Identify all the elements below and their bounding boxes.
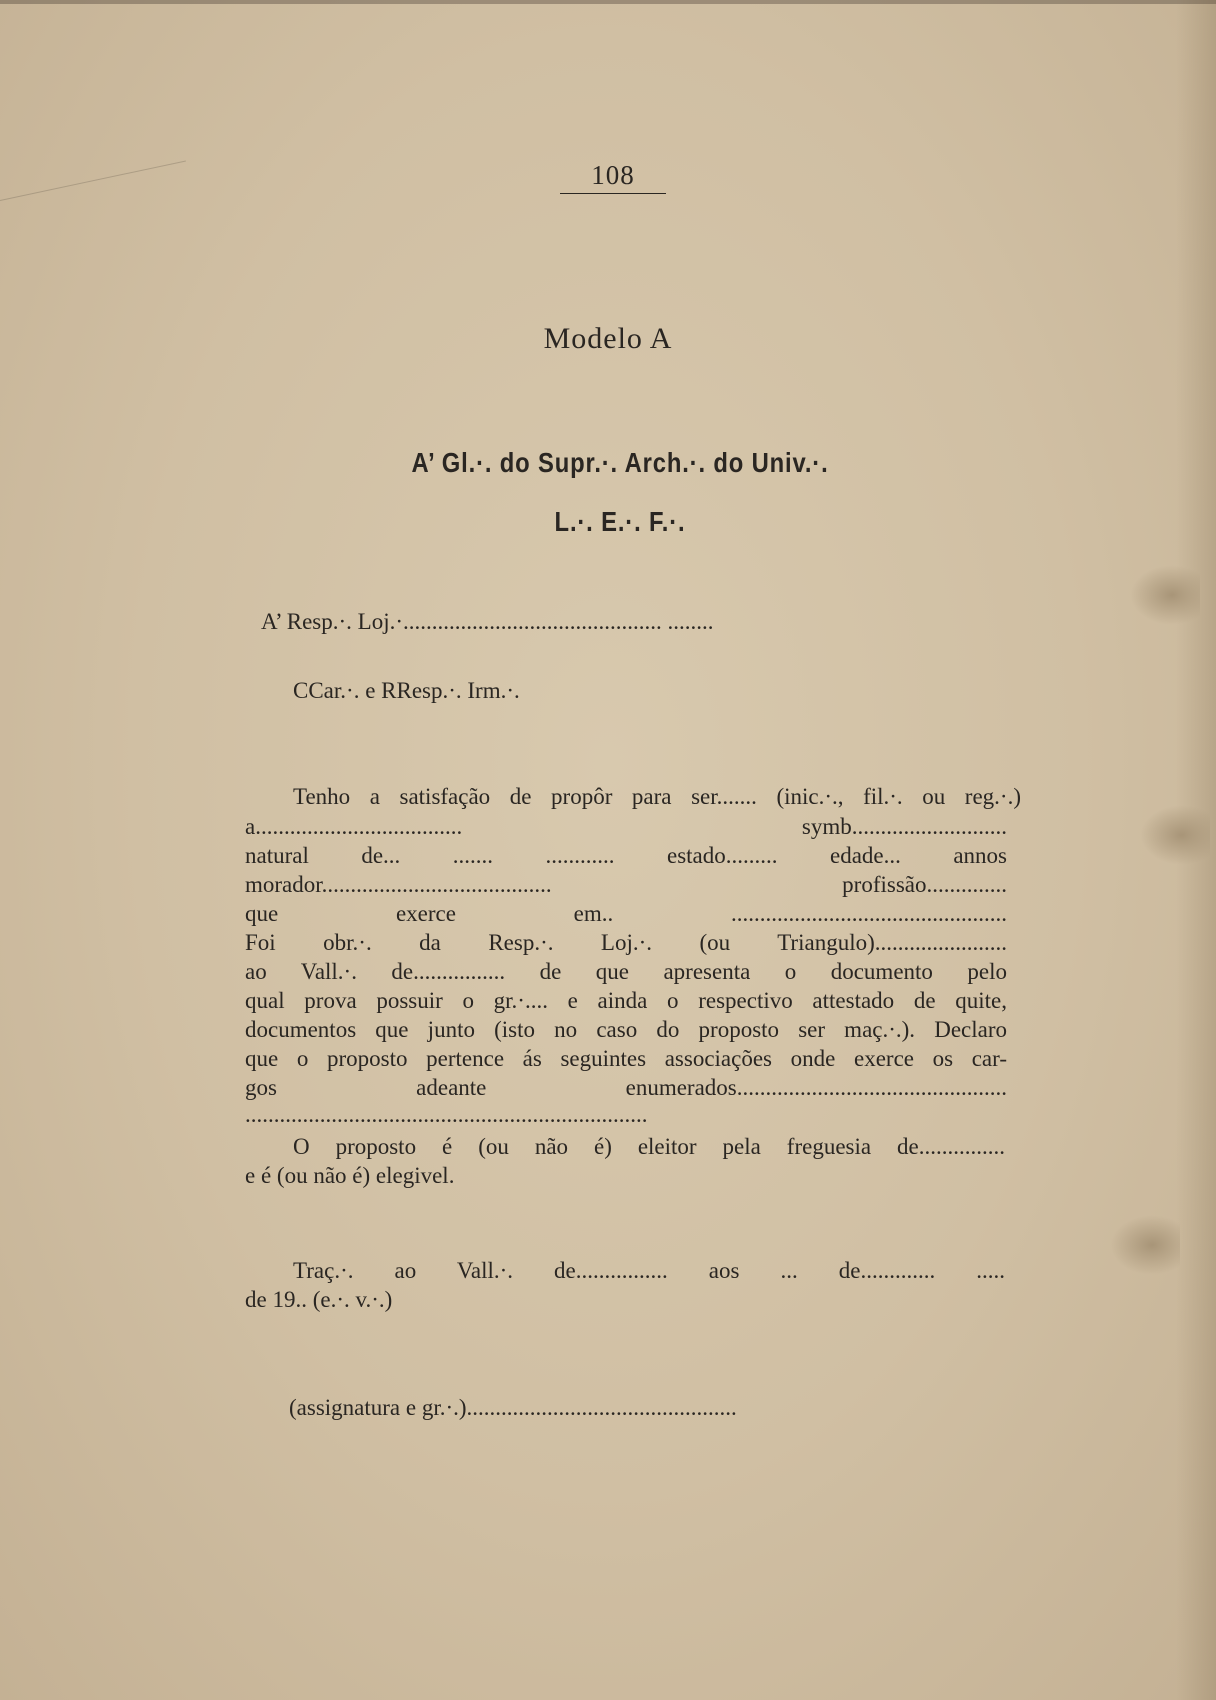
body-line: que o proposto pertence ás seguintes associações onde exerce os car- [245,1046,1007,1071]
body-line: ...................................................................... [245,1102,648,1127]
body-line: que exerce em.. ................................................ [245,901,1007,926]
body-line: morador........................................ profissão.............. [245,872,1007,897]
body-line: documentos que junto (isto no caso do proposto ser maç.·.). Declaro [245,1017,1007,1042]
body-line: natural de... ....... ............ estado......... edade... annos [245,843,1007,868]
body-line: qual prova possuir o gr.·.... e ainda o respectivo attestado de quite, [245,988,1007,1013]
date-line: Traç.·. ao Vall.·. de................ aos ... de............. ..... [293,1258,1005,1283]
paper-damage-mark [1140,805,1210,865]
paper-damage-mark [1110,1215,1180,1275]
body-line: ao Vall.·. de................ de que apresenta o documento pelo [245,959,1007,984]
date-line: de 19.. (e.·. v.·.) [245,1287,393,1312]
body-line: Tenho a satisfação de propôr para ser....... (inic.·., fil.·. ou reg.·.) [293,784,1021,809]
body-line: a.................................... symb........................... [245,814,1007,839]
lodge-address-line: A’ Resp.·. Loj.·............................................. ........ [261,609,714,634]
motto-heading: L.·. E.·. F.·. [554,506,686,537]
paper-damage-mark [1130,565,1200,625]
body-line: Foi obr.·. da Resp.·. Loj.·. (ou Triangulo)....................... [245,930,1007,955]
signature-line: (assignatura e gr.·.)............................................... [289,1395,737,1420]
elector-line: O proposto é (ou não é) eleitor pela freguesia de............... [293,1134,1005,1159]
elector-line: e é (ou não é) elegivel. [245,1163,455,1188]
invocation-heading: A’ Gl.·. do Supr.·. Arch.·. do Univ.·. [411,447,829,478]
page-top-edge [0,0,1216,4]
form-title: Modelo A [543,322,673,355]
page-number: 108 [560,160,666,194]
brothers-address-line: CCar.·. e RResp.·. Irm.·. [293,678,520,703]
body-line: gos adeante enumerados............................................... [245,1075,1007,1100]
paper-crease [0,161,186,201]
